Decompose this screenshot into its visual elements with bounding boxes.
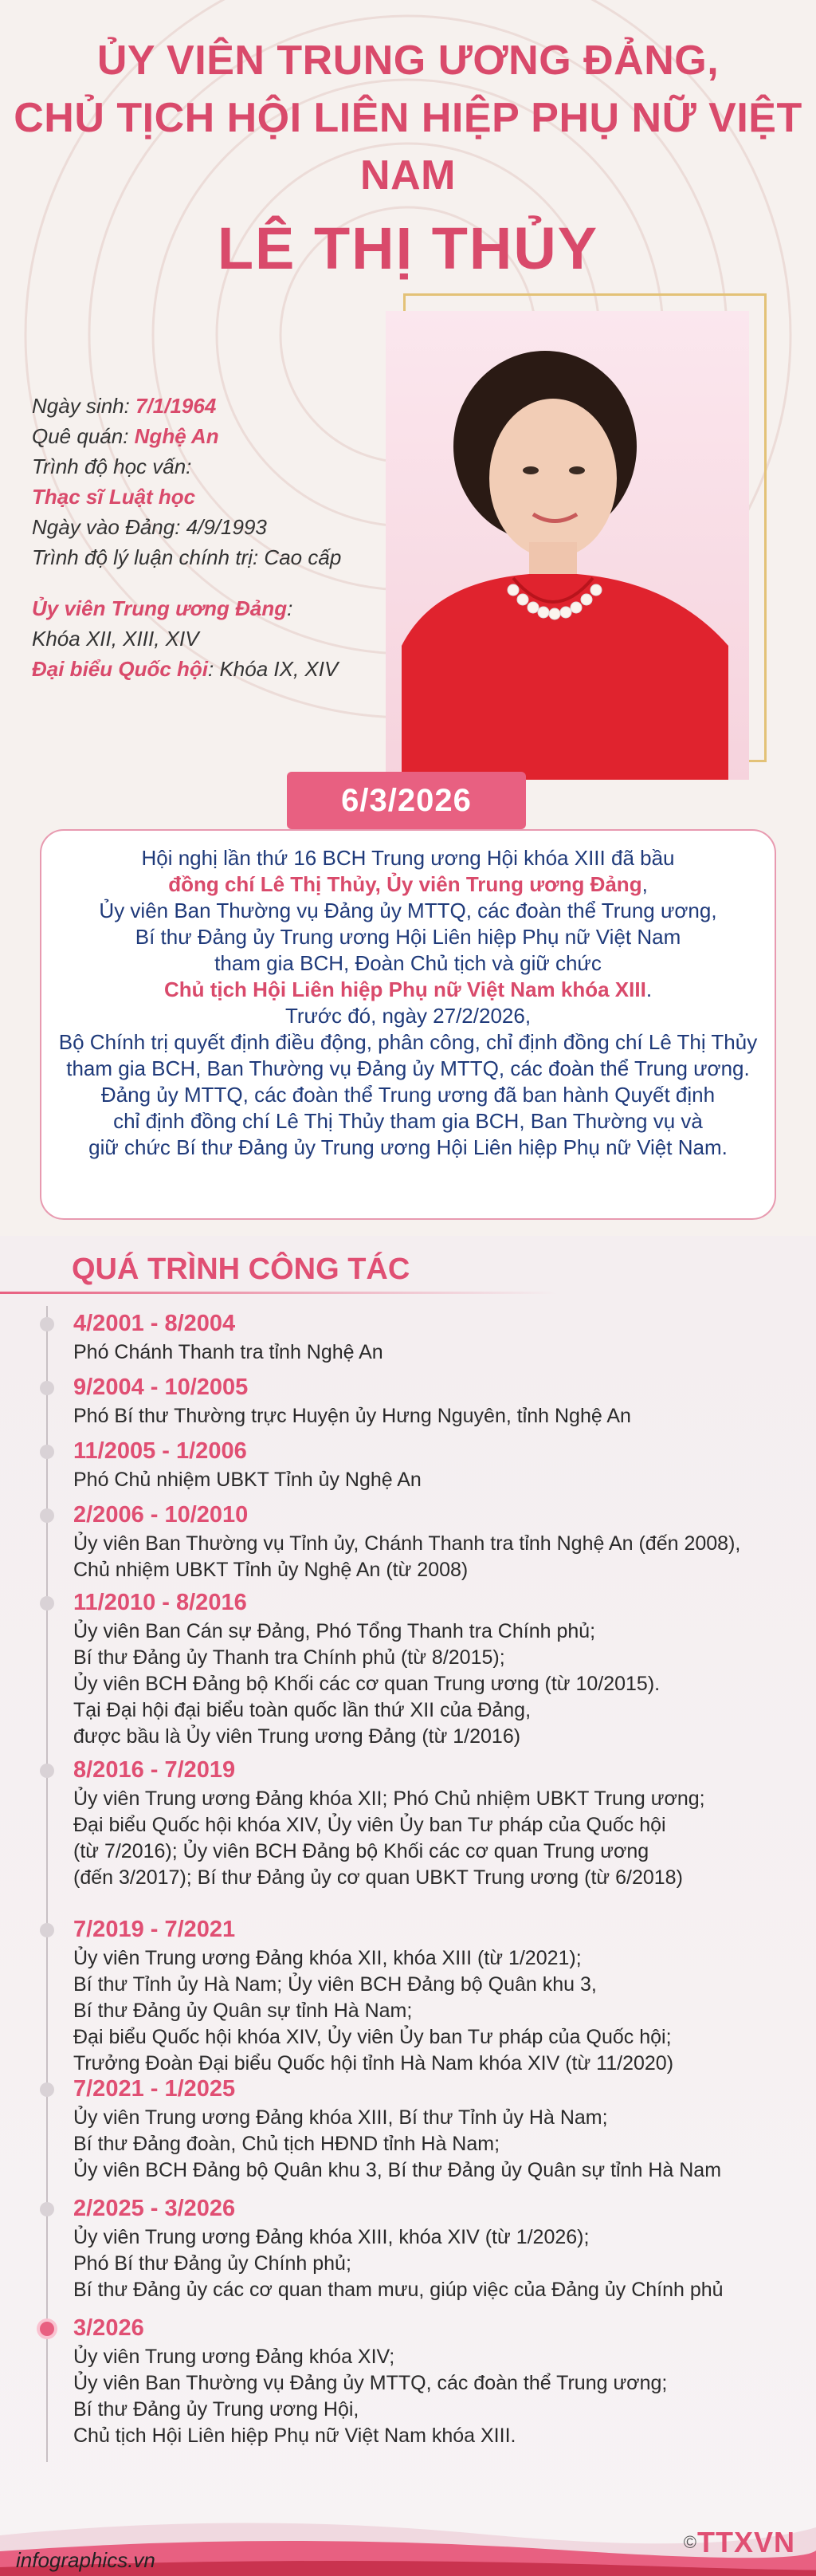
timeline-line-text: Ủy viên Ban Thường vụ Đảng ủy MTTQ, các đoàn thể Trung ương; bbox=[73, 2372, 668, 2394]
timeline-line-text: Ủy viên Trung ương Đảng khóa XIII, Bí thư Tỉnh ủy Hà Nam; bbox=[73, 2106, 608, 2129]
summary-line: Ủy viên Ban Thường vụ Đảng ủy MTTQ, các đoàn thể Trung ương, bbox=[99, 899, 717, 922]
hometown-label: Quê quán: bbox=[32, 424, 135, 448]
timeline-line-text: Ủy viên Ban Thường vụ Tỉnh ủy, Chánh Thanh tra tỉnh Nghệ An (đến 2008), bbox=[73, 1532, 741, 1555]
hometown-row bbox=[32, 421, 382, 451]
summary-line: Hội nghị lần thứ 16 BCH Trung ương Hội khóa XIII đã bầu bbox=[141, 846, 675, 870]
timeline-description bbox=[73, 1467, 790, 1493]
timeline-period: 2/2025 - 3/2026 bbox=[73, 2196, 236, 2221]
timeline-period: 4/2001 - 8/2004 bbox=[73, 1311, 236, 1336]
timeline-dot bbox=[40, 1508, 54, 1523]
timeline-period: 3/2026 bbox=[73, 2315, 144, 2341]
timeline-dot bbox=[40, 1764, 54, 1778]
political-level: Trình độ lý luận chính trị: Cao cấp bbox=[32, 545, 342, 569]
timeline-period: 7/2019 - 7/2021 bbox=[73, 1917, 236, 1942]
timeline-line-text: (đến 3/2017); Bí thư Đảng ủy cơ quan UBKT Trung ương (từ 6/2018) bbox=[73, 1866, 683, 1889]
timeline-line-text: Phó Bí thư Đảng ủy Chính phủ; bbox=[73, 2252, 351, 2275]
timeline-line bbox=[46, 1306, 48, 2462]
timeline-line-text: được bầu là Ủy viên Trung ương Đảng (từ 1/2016) bbox=[73, 1725, 521, 1748]
portrait-photo bbox=[386, 311, 749, 780]
birth-value: 7/1/1964 bbox=[135, 394, 217, 418]
timeline-period: 7/2021 - 1/2025 bbox=[73, 2076, 236, 2102]
timeline-line-text: Ủy viên Ban Cán sự Đảng, Phó Tổng Thanh tra Chính phủ; bbox=[73, 1620, 596, 1642]
header-title-line2: CHỦ TỊCH HỘI LIÊN HIỆP PHỤ NỮ VIỆT NAM bbox=[14, 95, 802, 199]
timeline-line-text: Bí thư Đảng ủy các cơ quan tham mưu, giúp việc của Đảng ủy Chính phủ bbox=[73, 2279, 724, 2301]
career-title: QUÁ TRÌNH CÔNG TÁC bbox=[72, 1253, 410, 1286]
header-title-line1: ỦY VIÊN TRUNG ƯƠNG ĐẢNG, bbox=[96, 37, 720, 84]
summary-line: chỉ định đồng chí Lê Thị Thủy tham gia BCH, Ban Thường vụ và bbox=[113, 1109, 703, 1133]
timeline-line-text: Ủy viên Trung ương Đảng khóa XIII, khóa XIV (từ 1/2026); bbox=[73, 2226, 590, 2248]
national-assembly-label: Đại biểu Quốc hội bbox=[32, 657, 209, 681]
summary-line bbox=[57, 871, 759, 898]
timeline-line-text: Phó Chủ nhiệm UBKT Tỉnh ủy Nghệ An bbox=[73, 1469, 422, 1491]
timeline-dot bbox=[40, 1381, 54, 1395]
summary-line bbox=[57, 977, 759, 1003]
timeline-description bbox=[73, 1618, 790, 1750]
education-value: Thạc sĩ Luật học bbox=[32, 485, 196, 509]
timeline-line-text: Ủy viên Trung ương Đảng khóa XII, khóa XIII (từ 1/2021); bbox=[73, 1947, 582, 1969]
summary-highlight: Chủ tịch Hội Liên hiệp Phụ nữ Việt Nam khóa XIII bbox=[163, 977, 646, 1001]
timeline-line-text: Đại biểu Quốc hội khóa XIV, Ủy viên Ủy ban Tư pháp của Quốc hội bbox=[73, 1814, 666, 1836]
summary-line: tham gia BCH, Đoàn Chủ tịch và giữ chức bbox=[214, 951, 602, 975]
timeline-description bbox=[73, 2344, 790, 2449]
timeline-description bbox=[73, 1531, 790, 1583]
timeline-period: 11/2005 - 1/2006 bbox=[73, 1438, 247, 1464]
timeline-period: 2/2006 - 10/2010 bbox=[73, 1502, 249, 1528]
summary-line: Trước đó, ngày 27/2/2026, bbox=[284, 1004, 532, 1028]
summary-line: giữ chức Bí thư Đảng ủy Trung ương Hội Liên hiệp Phụ nữ Việt Nam. bbox=[88, 1135, 728, 1159]
summary-line: Bộ Chính trị quyết định điều động, phân công, chỉ định đồng chí Lê Thị Thủy bbox=[58, 1030, 758, 1054]
national-assembly-row bbox=[32, 654, 382, 684]
timeline-description bbox=[73, 1945, 790, 2077]
central-committee-row bbox=[32, 593, 382, 623]
birth-row bbox=[32, 391, 382, 421]
central-committee-colon: : bbox=[287, 596, 293, 620]
timeline-dot bbox=[40, 2322, 54, 2336]
central-committee-label: Ủy viên Trung ương Đảng bbox=[32, 596, 288, 620]
timeline-line-text: Bí thư Đảng ủy Trung ương Hội, bbox=[73, 2398, 359, 2421]
summary-punct: , bbox=[641, 872, 648, 896]
timeline-dot bbox=[40, 2202, 54, 2216]
timeline-line-text: Chủ tịch Hội Liên hiệp Phụ nữ Việt Nam khóa XIII. bbox=[73, 2425, 516, 2447]
national-assembly-terms: : Khóa IX, XIV bbox=[208, 657, 339, 681]
timeline-line-text: Bí thư Đảng đoàn, Chủ tịch HĐND tỉnh Hà Nam; bbox=[73, 2133, 500, 2155]
copyright-symbol: © bbox=[683, 2532, 696, 2552]
timeline-description bbox=[73, 1339, 790, 1366]
summary-line: tham gia BCH, Ban Thường vụ Đảng ủy MTTQ, các đoàn thể Trung ương. bbox=[66, 1056, 750, 1080]
timeline-line-text: Chủ nhiệm UBKT Tỉnh ủy Nghệ An (từ 2008) bbox=[73, 1559, 469, 1581]
ttxvn-logo: TTXVN bbox=[696, 2526, 795, 2558]
summary-highlight: đồng chí Lê Thị Thủy, Ủy viên Trung ương Đảng bbox=[168, 872, 642, 896]
timeline-period: 8/2016 - 7/2019 bbox=[73, 1757, 236, 1783]
timeline-period: 11/2010 - 8/2016 bbox=[73, 1590, 247, 1615]
timeline-line-text: Trưởng Đoàn Đại biểu Quốc hội tỉnh Hà Nam khóa XIV (từ 11/2020) bbox=[73, 2052, 674, 2075]
summary-line: Bí thư Đảng ủy Trung ương Hội Liên hiệp Phụ nữ Việt Nam bbox=[135, 925, 681, 949]
central-committee-terms: Khóa XII, XIII, XIV bbox=[32, 627, 199, 651]
date-badge: 6/3/2026 bbox=[287, 772, 526, 829]
timeline-line-text: Ủy viên Trung ương Đảng khóa XII; Phó Chủ nhiệm UBKT Trung ương; bbox=[73, 1787, 705, 1810]
timeline-line-text: Đại biểu Quốc hội khóa XIV, Ủy viên Ủy ban Tư pháp của Quốc hội; bbox=[73, 2026, 672, 2048]
timeline-dot bbox=[40, 1445, 54, 1459]
timeline-description bbox=[73, 1403, 790, 1430]
timeline-line-text: Bí thư Tỉnh ủy Hà Nam; Ủy viên BCH Đảng bộ Quân khu 3, bbox=[73, 1973, 597, 1996]
header bbox=[0, 32, 816, 289]
personal-info bbox=[32, 391, 382, 684]
summary-punct: . bbox=[645, 977, 653, 1001]
timeline-description bbox=[73, 1786, 790, 1891]
person-name: LÊ THỊ THỦY bbox=[217, 215, 599, 281]
timeline-line-text: Phó Bí thư Thường trực Huyện ủy Hưng Nguyên, tỉnh Nghệ An bbox=[73, 1405, 631, 1427]
hometown-value: Nghệ An bbox=[134, 424, 219, 448]
timeline-line-text: Ủy viên Trung ương Đảng khóa XIV; bbox=[73, 2346, 395, 2368]
timeline-line-text: Ủy viên BCH Đảng bộ Khối các cơ quan Trung ương (từ 10/2015). bbox=[73, 1673, 661, 1695]
timeline-line-text: (từ 7/2016); Ủy viên BCH Đảng bộ Khối các cơ quan Trung ương bbox=[73, 1840, 649, 1862]
summary-box bbox=[40, 829, 776, 1220]
title-underline bbox=[0, 1292, 558, 1294]
summary-line: Đảng ủy MTTQ, các đoàn thể Trung ương đã ban hành Quyết định bbox=[100, 1083, 716, 1107]
timeline-description bbox=[73, 2224, 790, 2303]
portrait-frame bbox=[386, 293, 767, 780]
timeline-line-text: Bí thư Đảng ủy Quân sự tỉnh Hà Nam; bbox=[73, 2000, 413, 2022]
site-url: infographics.vn bbox=[16, 2548, 155, 2572]
education-label: Trình độ học vấn: bbox=[32, 454, 192, 478]
timeline-line-text: Phó Chánh Thanh tra tỉnh Nghệ An bbox=[73, 1341, 383, 1363]
timeline-dot bbox=[40, 1317, 54, 1331]
timeline-dot bbox=[40, 1596, 54, 1610]
timeline-line-text: Ủy viên BCH Đảng bộ Quân khu 3, Bí thư Đảng ủy Quân sự tỉnh Hà Nam bbox=[73, 2159, 722, 2181]
timeline-line-text: Bí thư Đảng ủy Thanh tra Chính phủ (từ 8/2015); bbox=[73, 1646, 505, 1669]
timeline-dot bbox=[40, 1923, 54, 1937]
timeline-line-text: Tại Đại hội đại biểu toàn quốc lần thứ XII của Đảng, bbox=[73, 1699, 532, 1721]
timeline-period: 9/2004 - 10/2005 bbox=[73, 1375, 249, 1400]
timeline-dot bbox=[40, 2082, 54, 2097]
birth-label: Ngày sinh: bbox=[32, 394, 136, 418]
timeline-description bbox=[73, 2105, 790, 2184]
party-date: Ngày vào Đảng: 4/9/1993 bbox=[32, 515, 267, 539]
